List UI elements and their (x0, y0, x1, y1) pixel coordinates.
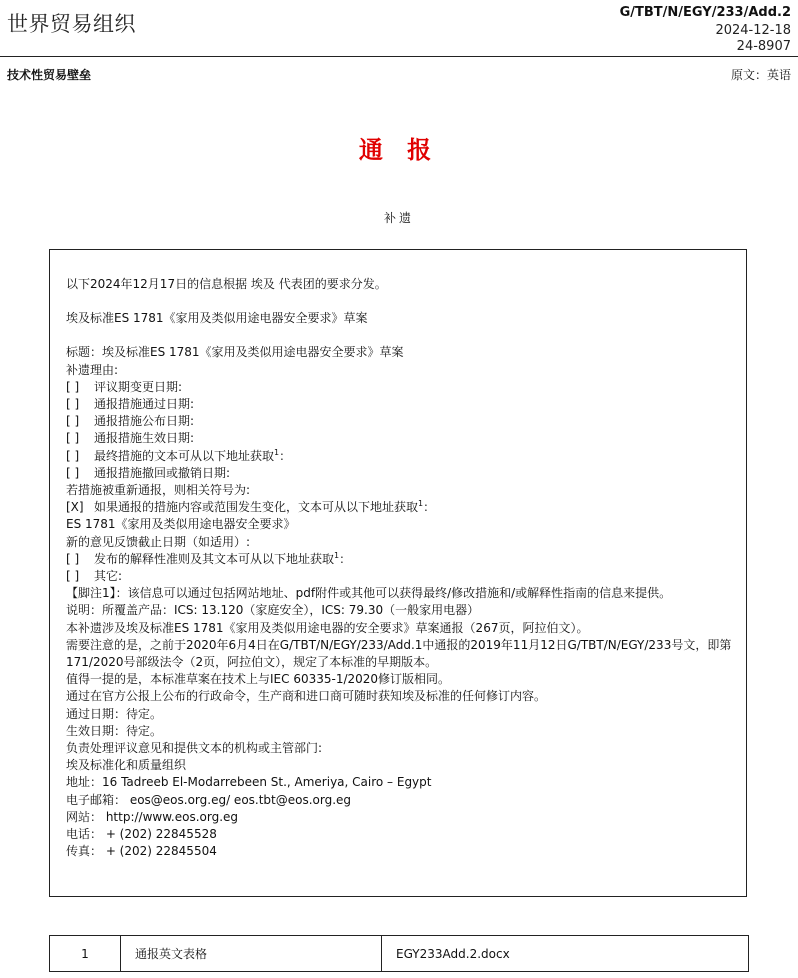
header-divider (0, 56, 798, 57)
intro-text: 以下2024年12月17日的信息根据 埃及 代表团的要求分发。 (66, 277, 387, 291)
original-language: 原文：英语 (730, 68, 791, 82)
interpretation-item (66, 551, 732, 568)
checklist-label-suffix: ： (339, 551, 352, 566)
checkbox-mark: [ ] (66, 431, 80, 446)
document-number: 24-8907 (736, 39, 791, 54)
iec-note: 值得一提的是，本标准草案在技术上与IEC 60335-1/2020修订版相同。 (66, 672, 451, 687)
table-row (50, 936, 749, 972)
org-title: 世界贸易组织 (7, 12, 136, 36)
checkbox-mark: [ ] (66, 465, 80, 480)
checklist-item (66, 396, 732, 413)
checklist-label: 如果通报的措施内容或范围发生变化，文本可从以下地址获取 (94, 500, 419, 515)
checklist-item (66, 448, 732, 465)
checkbox-mark: [ ] (66, 397, 80, 412)
checklist-item (66, 413, 732, 430)
standard-line: ES 1781《家用及类似用途电器安全要求》 (66, 517, 296, 532)
agency-name: 埃及标准化和质量组织 (66, 758, 187, 773)
checklist-label: 通报措施撤回或撤销日期: (94, 465, 231, 480)
attachment-file-link[interactable]: EGY233Add.2.docx (382, 936, 749, 972)
adoption-date: 通过日期：待定。 (66, 706, 163, 721)
checklist-label: 最终措施的文本可从以下地址获取 (94, 448, 275, 463)
addendum-note: 本补遗涉及埃及标准ES 1781《家用及类似用途电器的安全要求》草案通报（267页，阿拉伯文）。 (66, 620, 589, 635)
deadline-line: 新的意见反馈截止日期（如适用）: (66, 534, 251, 549)
checklist-item (66, 465, 732, 482)
document-date: 2024-12-18 (715, 23, 791, 38)
agency-heading: 负责处理评议意见和提供文本的机构或主管部门: (66, 741, 323, 756)
notice-subtitle: 补遗 (383, 211, 414, 225)
checklist-label-suffix: ： (423, 500, 436, 515)
committee-name: 技术性贸易壁垒 (7, 68, 92, 82)
checklist-label: 通报措施通过日期: (94, 397, 195, 412)
attachment-number: 1 (50, 936, 121, 972)
product-title: 埃及标准ES 1781《家用及类似用途电器安全要求》草案 (66, 311, 368, 326)
effective-date: 生效日期：待定。 (66, 723, 163, 738)
checkbox-mark-checked: [X] (66, 500, 84, 515)
checklist-label: 通报措施生效日期: (94, 431, 195, 446)
reason-heading: 补遗理由: (66, 362, 119, 377)
checkbox-mark: [ ] (66, 569, 80, 584)
checkbox-mark: [ ] (66, 551, 80, 566)
footnote-ref: 1 (334, 550, 340, 560)
notice-title: 通 报 (358, 136, 440, 164)
other-item (66, 568, 732, 585)
attachment-name: 通报英文表格 (121, 936, 382, 972)
checklist-item (66, 379, 732, 396)
checklist-item (66, 430, 732, 447)
checkbox-mark: [ ] (66, 448, 80, 463)
attention-note: 需要注意的是，之前于2020年6月4日在G/TBT/N/EGY/233/Add.1中通报的2019年11月12日G/TBT/N/EGY/233号文，即第171/2020号部级法令（2页，阿拉伯文），规定了本标准的早期版本。 (66, 637, 732, 670)
agency-phone: 电话： + (202) 22845528 (66, 827, 217, 842)
agency-website: 网站： http://www.eos.org.eg (66, 809, 239, 824)
checkbox-mark: [ ] (66, 379, 80, 394)
checklist-label: 发布的解释性准则及其文本可从以下地址获取 (94, 551, 335, 566)
notice-body-box (49, 249, 747, 897)
notice-body (66, 276, 732, 861)
checklist-label-suffix: ： (279, 448, 292, 463)
agency-fax: 传真： + (202) 22845504 (66, 844, 217, 859)
agency-address: 地址：16 Tadreeb El-Modarrebeen St., Ameriya, Cairo – Egypt (66, 775, 432, 790)
access-note: 通过在官方公报上公布的行政命令，生产商和进口商可随时获知埃及标准的任何修订内容。 (66, 689, 547, 704)
attachments-table (49, 935, 749, 972)
checklist-label: 其它: (94, 569, 123, 584)
footnote-ref: 1 (274, 447, 280, 457)
footnote-ref: 1 (418, 499, 424, 509)
checkbox-mark: [ ] (66, 414, 80, 429)
footnote-text: 【脚注1】：该信息可以通过包括网站地址、pdf附件或其他可以获得最终/修改措施和/或解释性指南的信息来提供。 (66, 586, 672, 601)
description-text: 说明：所覆盖产品：ICS: 13.120（家庭安全），ICS: 79.30（一般家用电器） (66, 603, 480, 618)
title-line: 标题：埃及标准ES 1781《家用及类似用途电器安全要求》草案 (66, 345, 404, 360)
checklist-label: 评议期变更日期: (94, 379, 183, 394)
content-changed-item (66, 499, 732, 516)
document-symbol: G/TBT/N/EGY/233/Add.2 (619, 5, 791, 20)
renotify-line: 若措施被重新通报，则相关符号为: (66, 483, 251, 498)
checklist-label: 通报措施公布日期: (94, 414, 195, 429)
agency-email: 电子邮箱： eos@eos.org.eg/ eos.tbt@eos.org.eg (66, 792, 352, 807)
